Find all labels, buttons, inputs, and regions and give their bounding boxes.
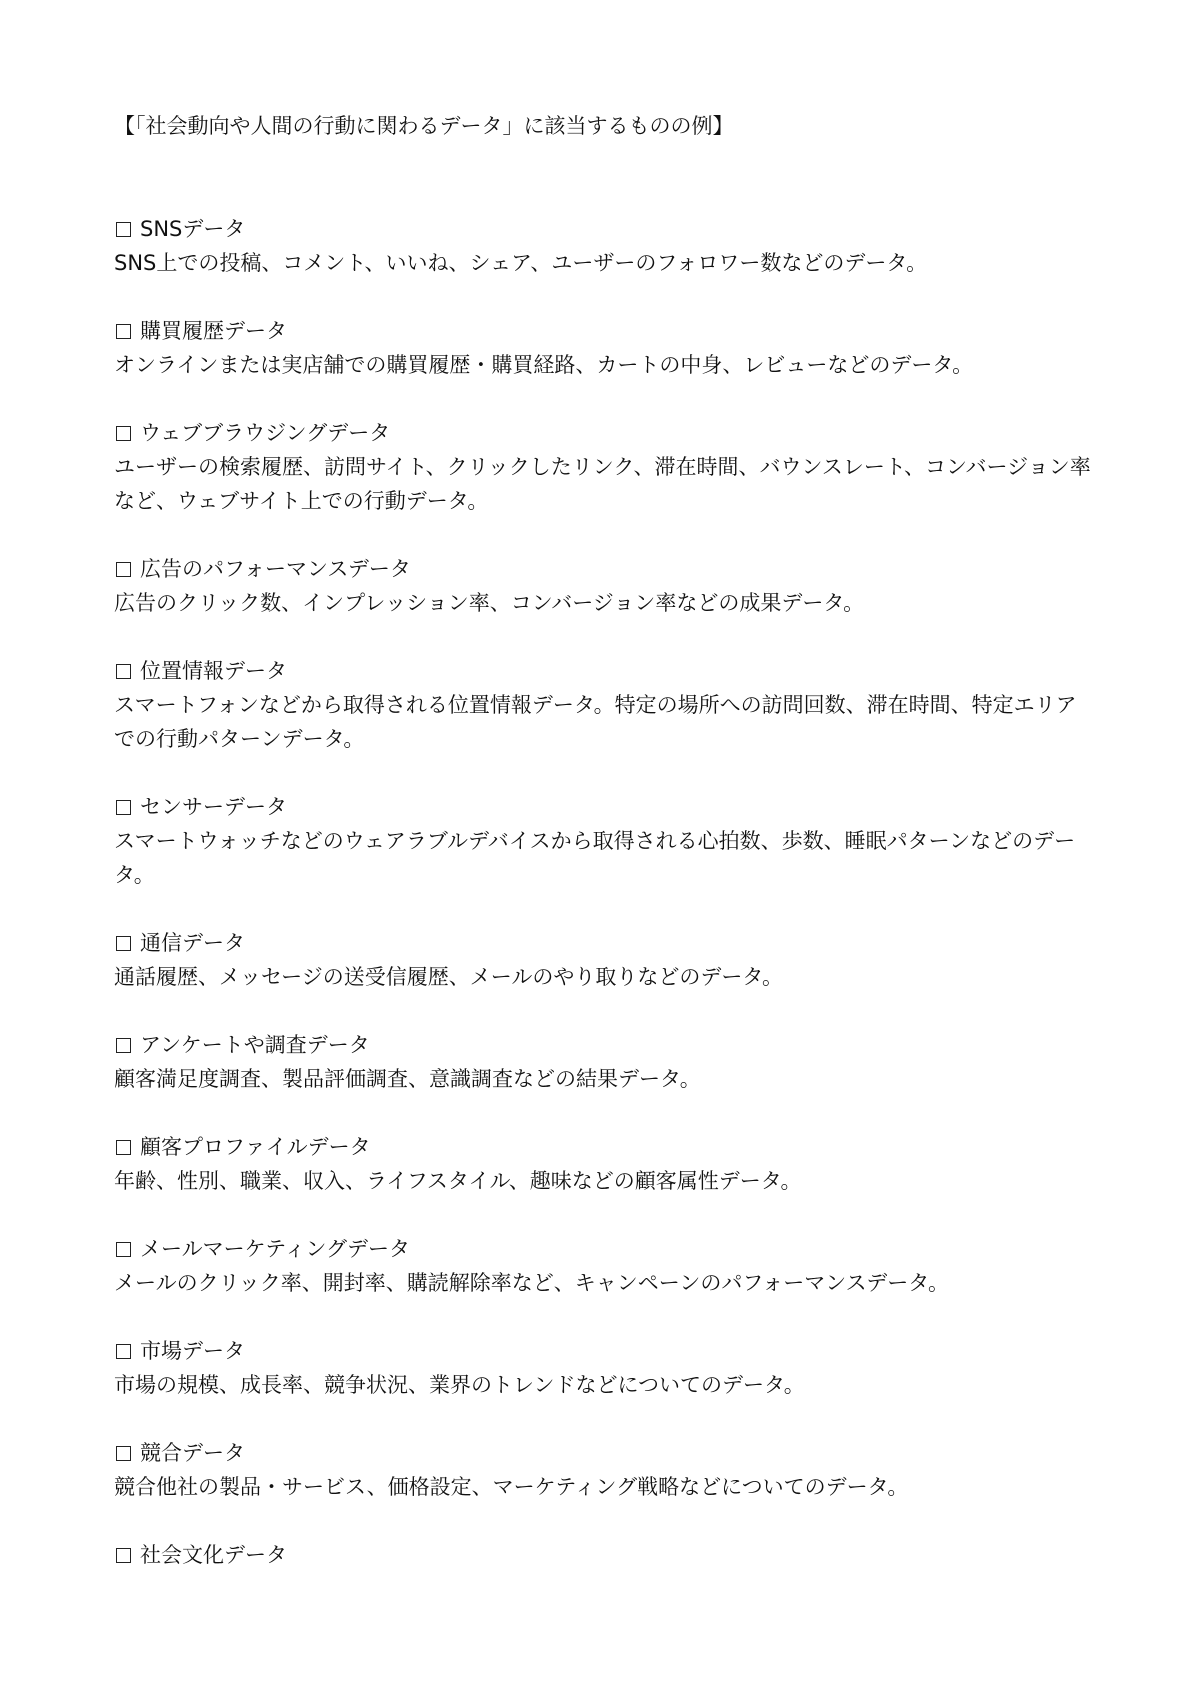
checkbox-icon [116, 1548, 131, 1563]
checkbox-icon [116, 936, 131, 951]
document-title: 【「社会動向や人間の行動に関わるデータ」に該当するものの例】 [114, 114, 734, 138]
item-heading: 通信データ [140, 931, 245, 955]
item-heading: 広告のパフォーマンスデータ [140, 557, 411, 581]
item-heading: ウェブブラウジングデータ [140, 421, 391, 445]
list-item [114, 654, 1094, 756]
list-item [114, 212, 1094, 280]
checkbox-icon [116, 1038, 131, 1053]
checkbox-icon [116, 1140, 131, 1155]
item-description: メールのクリック率、開封率、購読解除率など、キャンペーンのパフォーマンスデータ。 [114, 1271, 949, 1295]
item-description: ユーザーの検索履歴、訪問サイト、クリックしたリンク、滞在時間、バウンスレート、コンバージョン率など、ウェブサイト上での行動データ。 [114, 455, 1091, 513]
item-description: スマートウォッチなどのウェアラブルデバイスから取得される心拍数、歩数、睡眠パターンなどのデータ。 [114, 829, 1076, 887]
checkbox-icon [116, 562, 131, 577]
list-item [114, 1028, 1094, 1096]
item-heading: アンケートや調査データ [140, 1033, 370, 1057]
item-heading: 社会文化データ [140, 1543, 287, 1567]
list-item [114, 314, 1094, 382]
list-item [114, 790, 1094, 892]
item-description: オンラインまたは実店舗での購買履歴・購買経路、カートの中身、レビューなどのデータ。 [114, 353, 974, 377]
item-heading: 顧客プロファイルデータ [140, 1135, 371, 1159]
item-description: 通話履歴、メッセージの送受信履歴、メールのやり取りなどのデータ。 [114, 965, 784, 989]
list-item [114, 926, 1094, 994]
item-description: 競合他社の製品・サービス、価格設定、マーケティング戦略などについてのデータ。 [114, 1475, 909, 1499]
item-heading: センサーデータ [140, 795, 287, 819]
checkbox-icon [116, 800, 131, 815]
list-item [114, 1232, 1094, 1300]
item-description: 広告のクリック数、インプレッション率、コンバージョン率などの成果データ。 [114, 591, 865, 615]
checkbox-icon [116, 1344, 131, 1359]
checkbox-icon [116, 1242, 131, 1257]
item-description: 年齢、性別、職業、収入、ライフスタイル、趣味などの顧客属性データ。 [114, 1169, 802, 1193]
checkbox-icon [116, 1446, 131, 1461]
data-type-list [114, 212, 1094, 1606]
list-item [114, 1334, 1094, 1402]
item-heading: 購買履歴データ [140, 319, 287, 343]
list-item [114, 416, 1094, 518]
list-item [114, 1436, 1094, 1504]
list-item [114, 552, 1094, 620]
checkbox-icon [116, 664, 131, 679]
checkbox-icon [116, 324, 131, 339]
item-heading: 競合データ [140, 1441, 245, 1465]
item-heading: SNSデータ [140, 217, 246, 241]
list-item [114, 1130, 1094, 1198]
item-description: スマートフォンなどから取得される位置情報データ。特定の場所への訪問回数、滞在時間、特定エリアでの行動パターンデータ。 [114, 693, 1077, 751]
checkbox-icon [116, 426, 131, 441]
item-heading: メールマーケティングデータ [140, 1237, 411, 1261]
item-description: SNS上での投稿、コメント、いいね、シェア、ユーザーのフォロワー数などのデータ。 [114, 251, 928, 275]
checkbox-icon [116, 222, 131, 237]
item-description: 市場の規模、成長率、競争状況、業界のトレンドなどについてのデータ。 [114, 1373, 805, 1397]
item-heading: 位置情報データ [140, 659, 287, 683]
item-heading: 市場データ [140, 1339, 245, 1363]
item-description: 顧客満足度調査、製品評価調査、意識調査などの結果データ。 [114, 1067, 701, 1091]
list-item [114, 1538, 1094, 1572]
